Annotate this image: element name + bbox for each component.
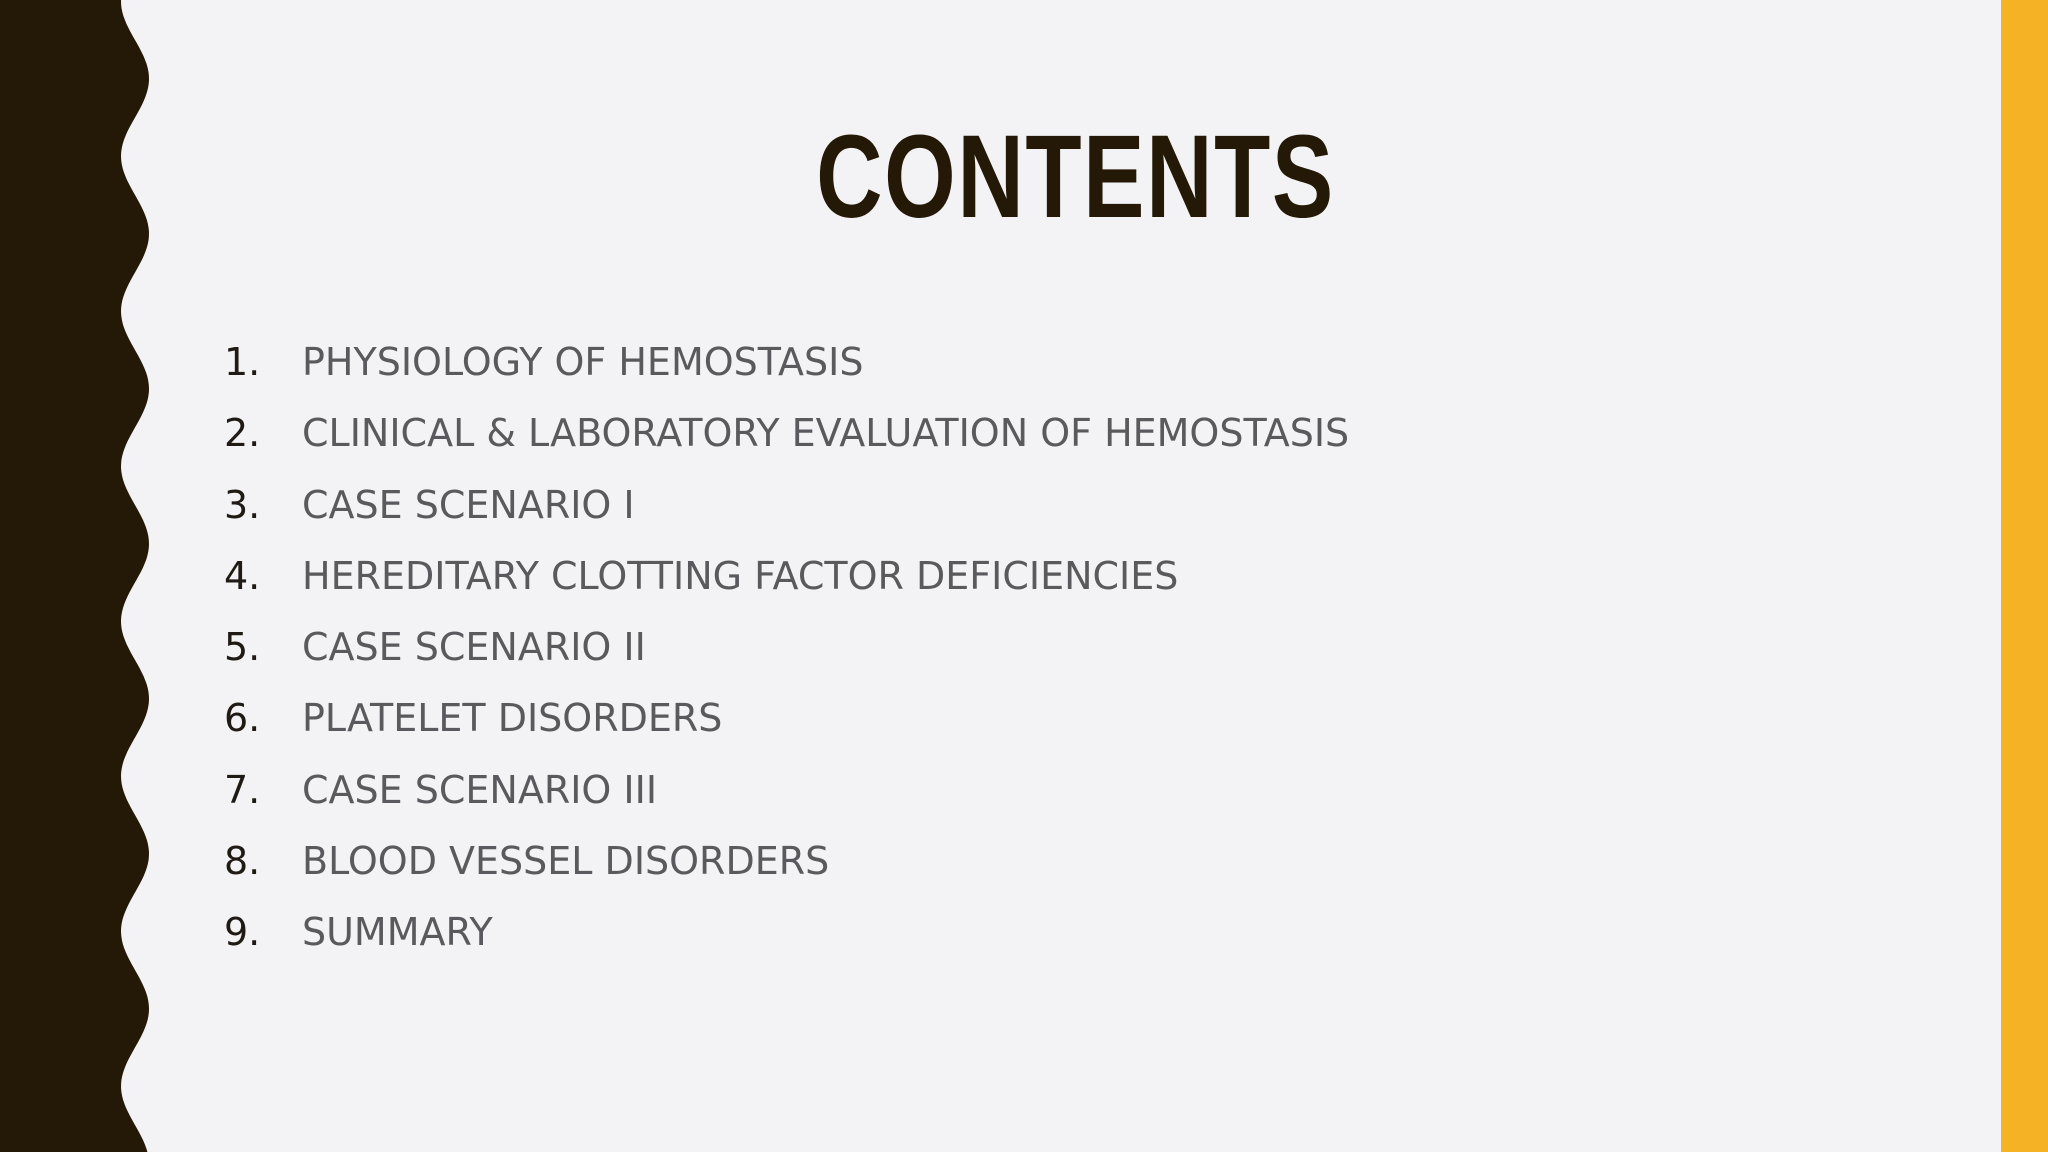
wavy-band-shape bbox=[0, 0, 160, 1152]
list-item bbox=[224, 829, 1349, 900]
list-item bbox=[224, 615, 1349, 686]
list-item bbox=[224, 330, 1349, 401]
item-number: 2. bbox=[224, 411, 261, 456]
item-label: CASE SCENARIO II bbox=[302, 625, 646, 670]
item-label: CASE SCENARIO III bbox=[302, 767, 658, 812]
item-number: 6. bbox=[224, 696, 261, 741]
item-number: 4. bbox=[224, 553, 261, 598]
list-item bbox=[224, 900, 1349, 971]
item-label: BLOOD VESSEL DISORDERS bbox=[302, 839, 830, 884]
item-label: HEREDITARY CLOTTING FACTOR DEFICIENCIES bbox=[302, 553, 1179, 598]
item-number: 5. bbox=[224, 625, 261, 670]
item-number: 1. bbox=[224, 340, 261, 384]
item-label: SUMMARY bbox=[302, 910, 493, 955]
item-number: 3. bbox=[224, 482, 261, 527]
item-label: CASE SCENARIO I bbox=[302, 482, 635, 527]
item-label: CLINICAL & LABORATORY EVALUATION OF HEMOSTASIS bbox=[302, 411, 1350, 456]
item-label: PHYSIOLOGY OF HEMOSTASIS bbox=[302, 340, 864, 384]
list-item bbox=[224, 758, 1349, 829]
list-item bbox=[224, 686, 1349, 757]
list-item bbox=[224, 544, 1349, 615]
item-label: PLATELET DISORDERS bbox=[302, 696, 723, 741]
item-number: 7. bbox=[224, 767, 261, 812]
item-number: 9. bbox=[224, 910, 261, 955]
contents-list bbox=[224, 330, 1349, 972]
list-item bbox=[224, 401, 1349, 472]
right-accent-band bbox=[2001, 0, 2048, 1152]
slide-title: CONTENTS bbox=[816, 111, 1335, 243]
item-number: 8. bbox=[224, 839, 261, 884]
list-item bbox=[224, 473, 1349, 544]
left-wavy-band bbox=[0, 0, 160, 1152]
